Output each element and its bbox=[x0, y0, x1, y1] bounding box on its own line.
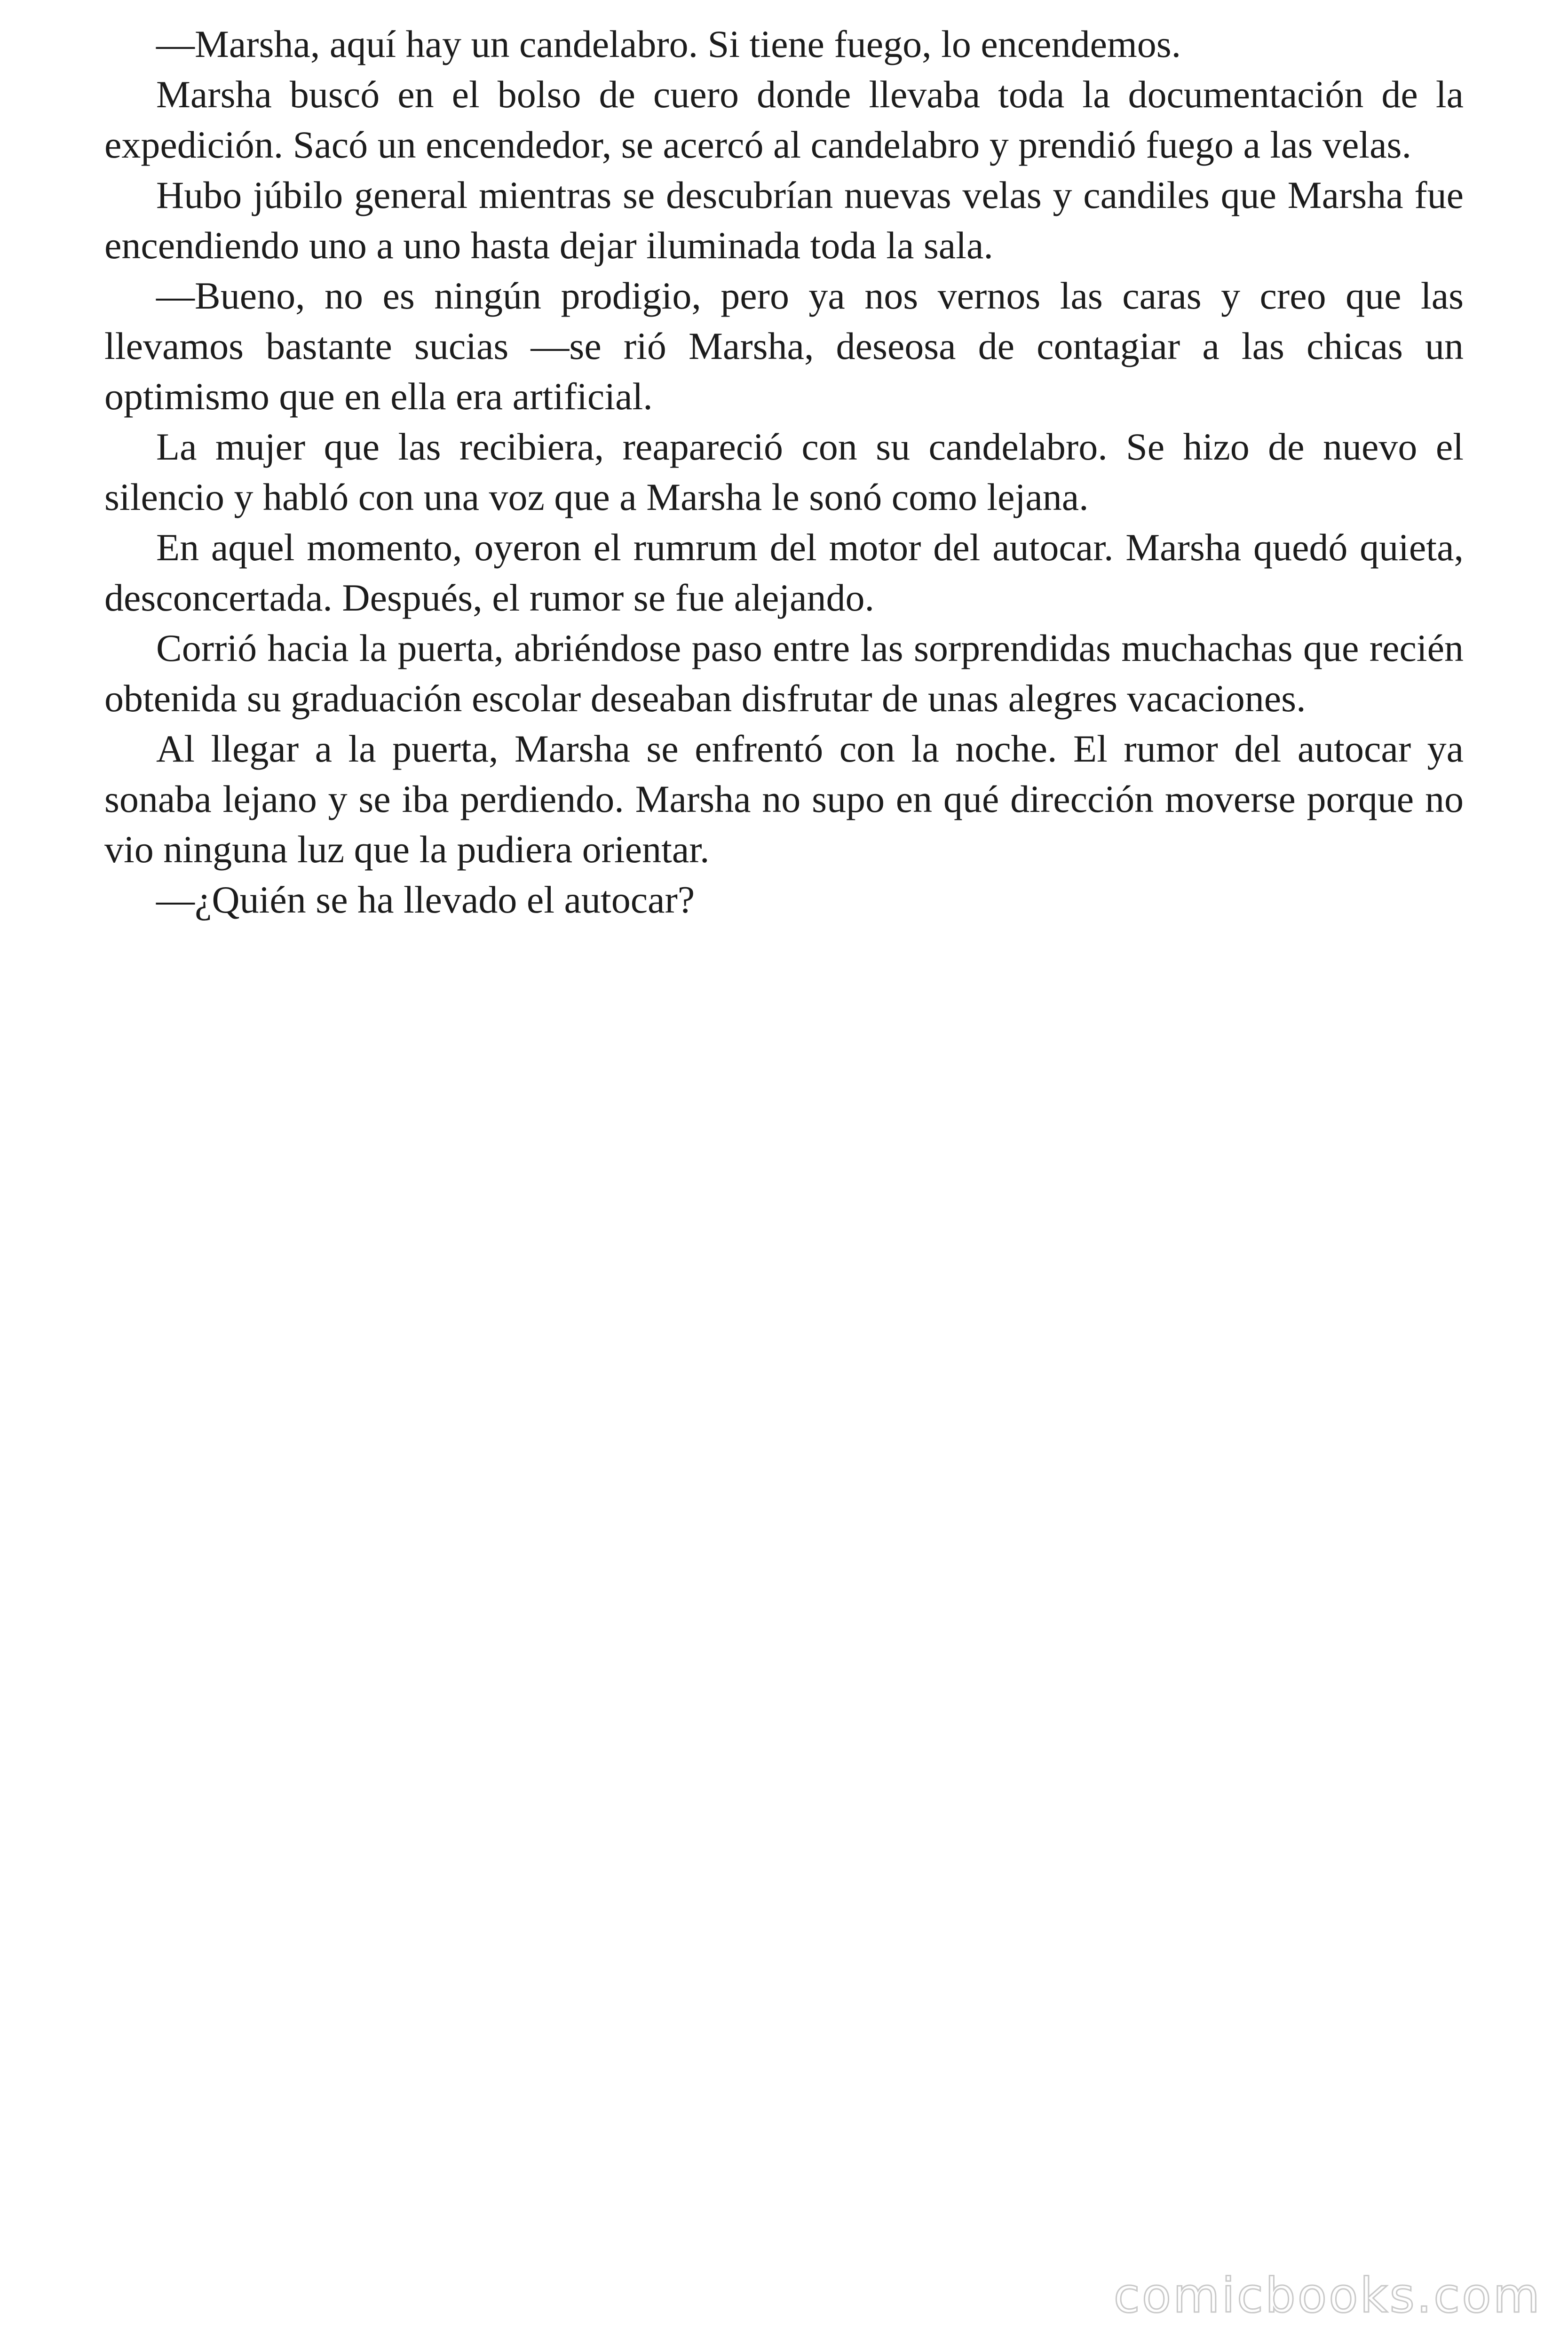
paragraph: Al llegar a la puerta, Marsha se enfrentó con la noche. El rumor del autocar ya sonaba lejano y se iba perdiendo. Marsha no supo en qué dirección moverse porque no vio ninguna luz que la pudiera orientar. bbox=[104, 727, 1464, 871]
watermark: comicbooks.com bbox=[1113, 2268, 1542, 2324]
document-body bbox=[104, 19, 1464, 925]
paragraph: La mujer que las recibiera, reapareció con su candelabro. Se hizo de nuevo el silencio y habló con una voz que a Marsha le sonó como lejana. bbox=[104, 425, 1464, 518]
paragraph: Hubo júbilo general mientras se descubrían nuevas velas y candiles que Marsha fue encendiendo uno a uno hasta dejar iluminada toda la sala. bbox=[104, 174, 1464, 267]
paragraph: En aquel momento, oyeron el rumrum del motor del autocar. Marsha quedó quieta, desconcertada. Después, el rumor se fue alejando. bbox=[104, 526, 1464, 619]
paragraph: —¿Quién se ha llevado el autocar? bbox=[156, 878, 695, 921]
paragraph: Marsha buscó en el bolso de cuero donde llevaba toda la documentación de la expedición. Sacó un encendedor, se acercó al candelabro y prendió fuego a las velas. bbox=[104, 73, 1464, 166]
paragraph: —Bueno, no es ningún prodigio, pero ya nos vernos las caras y creo que las llevamos bastante sucias —se rió Marsha, deseosa de contagiar a las chicas un optimismo que en ella era artificial. bbox=[104, 274, 1464, 418]
paragraph: Corrió hacia la puerta, abriéndose paso entre las sorprendidas muchachas que recién obtenida su graduación escolar deseaban disfrutar de unas alegres vacaciones. bbox=[104, 627, 1464, 720]
paragraph: —Marsha, aquí hay un candelabro. Si tiene fuego, lo encendemos. bbox=[156, 23, 1181, 65]
